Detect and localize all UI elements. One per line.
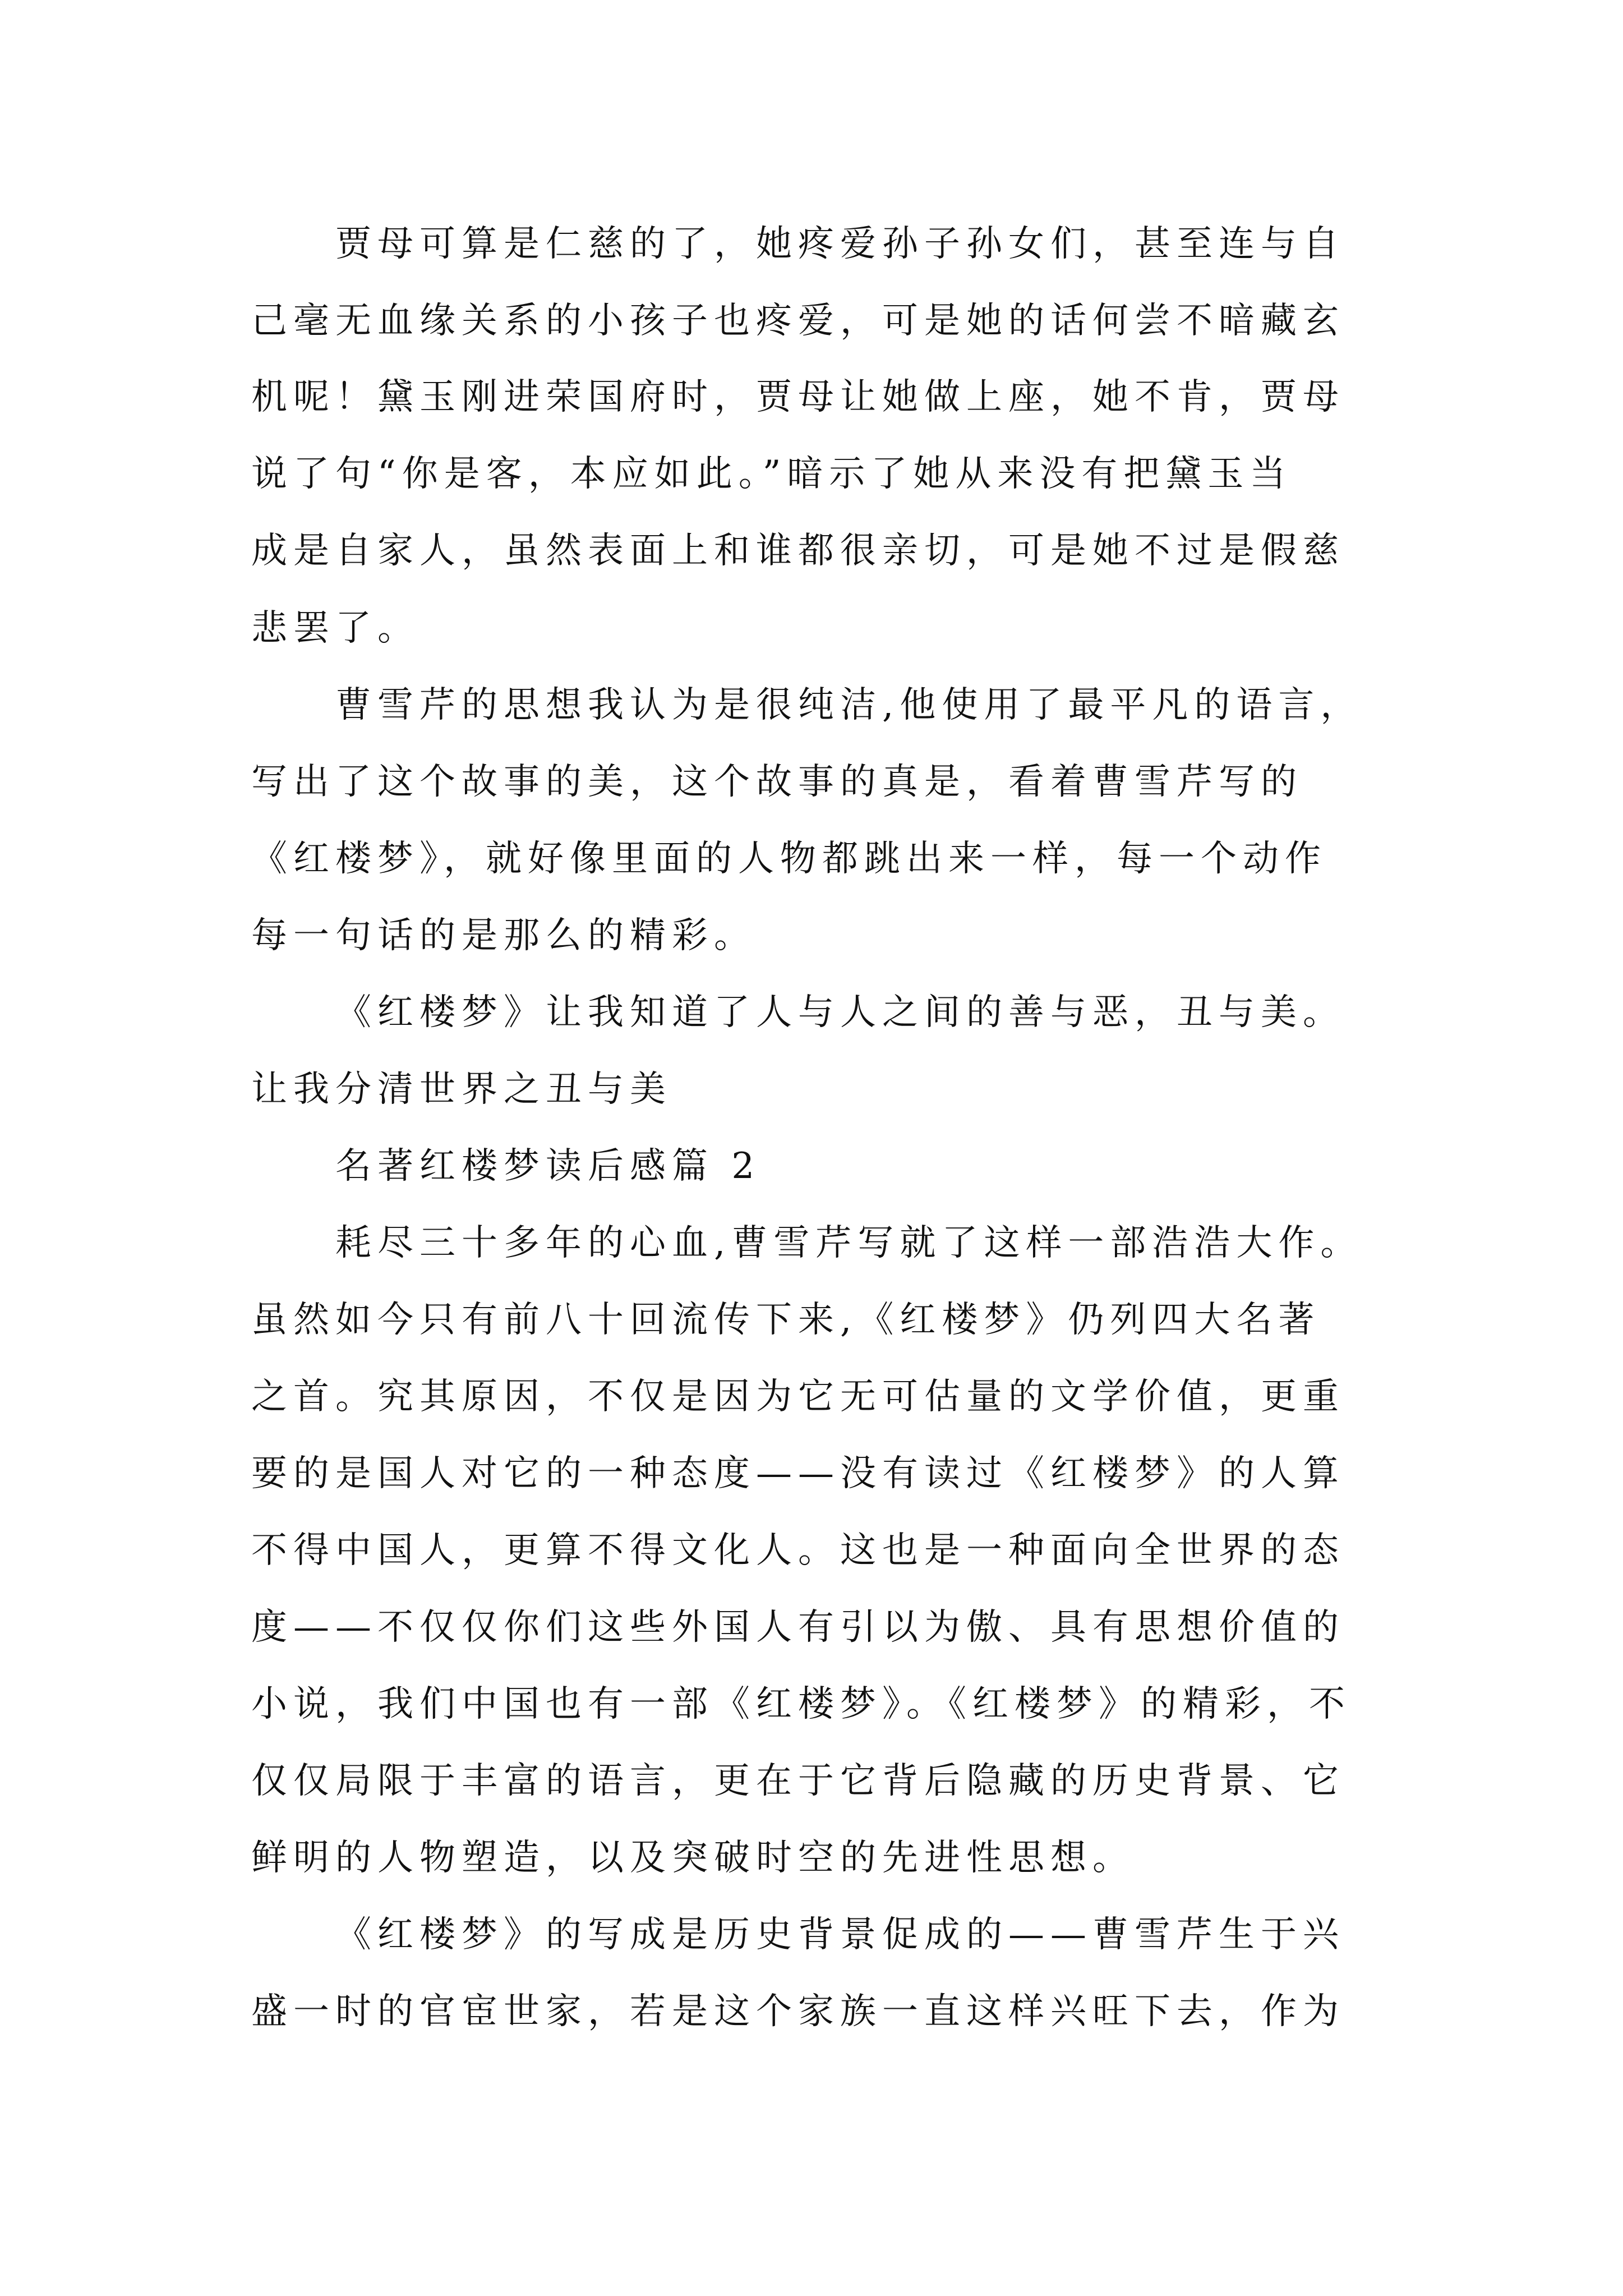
paragraph-2-line-1: 曹雪芹的思想我认为是很纯洁,他使用了最平凡的语言， — [335, 684, 1363, 726]
paragraph-5-line-7: 小说，我们中国也有一部《红楼梦》。《红楼梦》的精彩，不 — [251, 1683, 1351, 1725]
paragraph-1-line-1: 贾母可算是仁慈的了，她疼爱孙子孙女们，甚至连与自 — [335, 223, 1345, 265]
paragraph-5-line-9: 鲜明的人物塑造，以及突破时空的先进性思想。 — [251, 1837, 1135, 1879]
section-heading: 名著红楼梦读后感篇 2 — [335, 1145, 761, 1187]
paragraph-5-line-1: 耗尽三十多年的心血,曹雪芹写就了这样一部浩浩大作。 — [335, 1222, 1363, 1264]
paragraph-2-line-3: 《红楼梦》，就好像里面的人物都跳出来一样，每一个动作 — [251, 838, 1327, 880]
paragraph-1-line-4: 说了句“你是客，本应如此。”暗示了她从来没有把黛玉当 — [251, 453, 1292, 495]
paragraph-3-line-2: 让我分清世界之丑与美 — [251, 1069, 672, 1110]
paragraph-1-line-6: 悲罢了。 — [251, 608, 419, 649]
paragraph-5-line-8: 仅仅局限于丰富的语言，更在于它背后隐藏的历史背景、它 — [251, 1760, 1345, 1802]
paragraph-1-line-3: 机呢！黛玉刚进荣国府时，贾母让她做上座，她不肯，贾母 — [251, 376, 1345, 418]
paragraph-1-line-5: 成是自家人，虽然表面上和谁都很亲切，可是她不过是假慈 — [251, 530, 1345, 572]
paragraph-5-line-3: 之首。究其原因，不仅是因为它无可估量的文学价值，更重 — [251, 1376, 1345, 1418]
paragraph-2-line-4: 每一句话的是那么的精彩。 — [251, 915, 756, 956]
paragraph-5-line-5: 不得中国人，更算不得文化人。这也是一种面向全世界的态 — [251, 1530, 1345, 1571]
paragraph-5-line-6: 度——不仅仅你们这些外国人有引以为傲、具有思想价值的 — [251, 1607, 1345, 1648]
paragraph-6-line-2: 盛一时的官宦世家，若是这个家族一直这样兴旺下去，作为 — [251, 1991, 1345, 2032]
paragraph-5-line-2: 虽然如今只有前八十回流传下来,《红楼梦》仍列四大名著 — [251, 1299, 1321, 1341]
paragraph-2-line-2: 写出了这个故事的美，这个故事的真是，看着曹雪芹写的 — [251, 761, 1303, 803]
paragraph-3-line-1: 《红楼梦》让我知道了人与人之间的善与恶，丑与美。 — [335, 992, 1345, 1033]
paragraph-1-line-2: 己毫无血缘关系的小孩子也疼爱，可是她的话何尝不暗藏玄 — [251, 300, 1345, 342]
paragraph-5-line-4: 要的是国人对它的一种态度——没有读过《红楼梦》的人算 — [251, 1453, 1345, 1494]
paragraph-6-line-1: 《红楼梦》的写成是历史背景促成的——曹雪芹生于兴 — [335, 1914, 1345, 1955]
